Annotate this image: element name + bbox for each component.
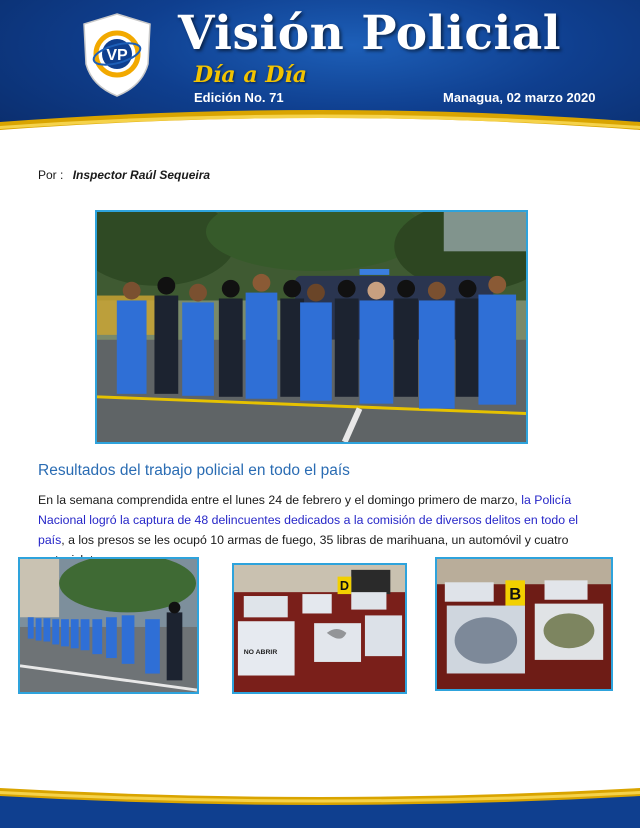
edition-number: Edición No. 71 [194, 90, 284, 105]
main-photo-detainees [95, 210, 528, 444]
article-body-intro: En la semana comprendida entre el lunes 24 de febrero y el domingo primero de marzo, [38, 493, 522, 507]
photo-evidence-d [232, 563, 407, 694]
byline [38, 168, 210, 182]
publication-title: Visión Policial [178, 6, 562, 61]
photo-evidence-b [435, 557, 613, 691]
publication-subtitle: Día a Día [194, 62, 307, 88]
article-headline: Resultados del trabajo policial en todo el país [38, 462, 350, 479]
byline-author: Inspector Raúl Sequeira [72, 168, 211, 182]
masthead [0, 0, 640, 150]
evidence-marker-b: B [509, 584, 522, 604]
issue-date: Managua, 02 marzo 2020 [443, 90, 596, 105]
article-body-outro: , a los presos se les ocupó 10 armas de fuego, 35 libras de marihuana, un automóvil y cuatro [61, 533, 569, 547]
logo-monogram: VP [106, 47, 128, 64]
photo-detainees-line [18, 557, 199, 694]
byline-label: Por : [38, 168, 64, 182]
vp-shield-logo [80, 12, 154, 98]
evidence-bag-label: NO ABRIR [243, 649, 278, 657]
footer-swoosh [0, 776, 640, 828]
evidence-marker-d: D [339, 579, 350, 594]
article-body-highlight: la Policía Nacional logró la captura de 48 delincuentes dedicados a la comisión de diversos delitos en todo el país [38, 493, 579, 547]
